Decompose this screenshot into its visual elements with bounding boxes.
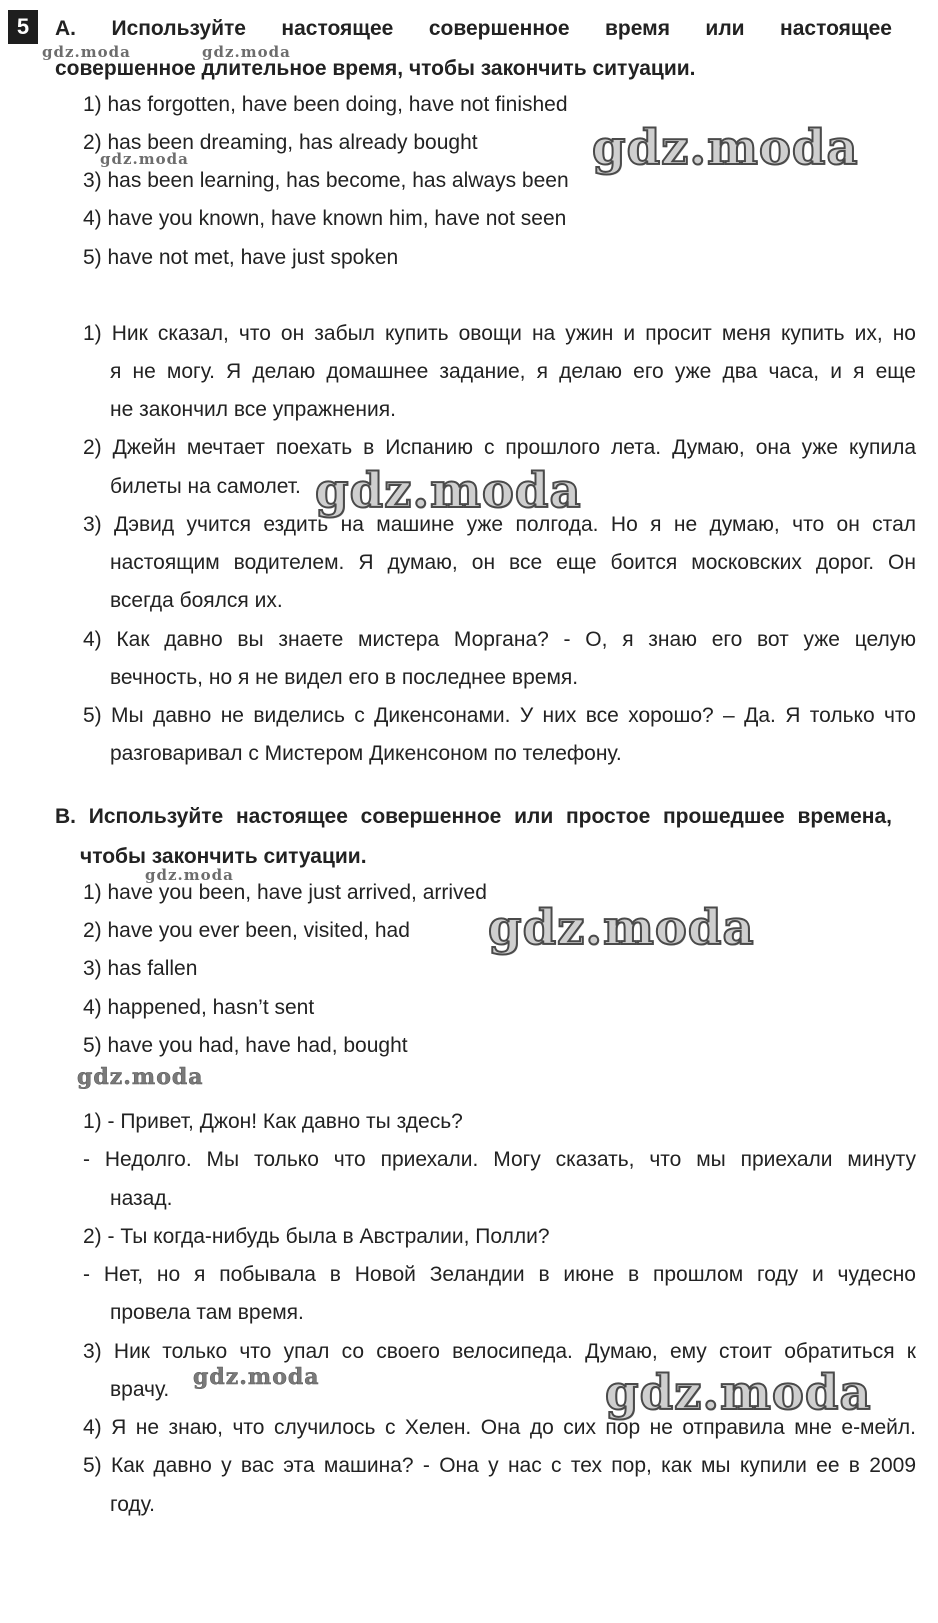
answer-line: 4) have you known, have known him, have not seen (83, 207, 567, 230)
part-a-heading-line2: совершенное длительное время, чтобы закончить ситуации. (55, 57, 696, 80)
answer-line: 3) has fallen (83, 957, 198, 980)
translation-line: не закончил все упражнения. (110, 398, 396, 421)
translation-line: 2) - Ты когда-нибудь была в Австралии, Полли? (83, 1225, 550, 1248)
watermark: gdz.moda (315, 463, 582, 519)
translation-line: 5) Мы давно не виделись с Дикенсонами. У них все хорошо? – Да. Я только что (83, 704, 916, 727)
translation-line: провела там время. (110, 1301, 304, 1324)
translation-line: назад. (110, 1187, 173, 1210)
watermark: gdz.moda (488, 900, 755, 956)
answer-line: 5) have you had, have had, bought (83, 1034, 408, 1057)
translation-line: 5) Как давно у вас эта машина? - Она у нас с тех пор, как мы купили ее в 2009 (83, 1454, 916, 1477)
answer-line: 2) has been dreaming, has already bought (83, 131, 478, 154)
exercise-number-badge: 5 (8, 10, 38, 44)
answer-line: 1) have you been, have just arrived, arrived (83, 881, 487, 904)
translation-line: 1) - Привет, Джон! Как давно ты здесь? (83, 1110, 463, 1133)
translation-line: 1) Ник сказал, что он забыл купить овощи на ужин и просит меня купить их, но (83, 322, 916, 345)
watermark: gdz.moda (145, 866, 234, 884)
translation-line: я не могу. Я делаю домашнее задание, я делаю его уже два часа, и я еще (110, 360, 916, 383)
translation-line: - Нет, но я побывала в Новой Зеландии в июне в прошлом году и чудесно (83, 1263, 916, 1286)
watermark: gdz.moda (202, 43, 291, 61)
translation-line: вечность, но я не видел его в последнее время. (110, 666, 579, 689)
translation-line: 4) Я не знаю, что случилось с Хелен. Она до сих пор не отправила мне е-мейл. (83, 1416, 916, 1439)
translation-line: врачу. (110, 1378, 170, 1401)
translation-line: 3) Ник только что упал со своего велосипеда. Думаю, ему стоит обратиться к (83, 1340, 916, 1363)
watermark: gdz.moda (42, 43, 131, 61)
translation-line: всегда боялся их. (110, 589, 283, 612)
part-b-heading-line1: B. Используйте настоящее совершенное или простое прошедшее времена, (55, 805, 892, 828)
watermark: gdz.moda (592, 120, 859, 176)
watermark: gdz.moda (193, 1364, 320, 1390)
translation-line: 2) Джейн мечтает поехать в Испанию с прошлого лета. Думаю, она уже купила (83, 436, 916, 459)
translation-line: 4) Как давно вы знаете мистера Моргана? - О, я знаю его вот уже целую (83, 628, 916, 651)
answer-line: 4) happened, hasn’t sent (83, 996, 315, 1019)
translation-line: настоящим водителем. Я думаю, он все еще боится московских дорог. Он (110, 551, 916, 574)
translation-line: году. (110, 1493, 155, 1516)
translation-line: 3) Дэвид учится ездить на машине уже полгода. Но я не думаю, что он стал (83, 513, 916, 536)
watermark: gdz.moda (605, 1365, 872, 1421)
part-b-heading-line2: чтобы закончить ситуации. (80, 845, 367, 868)
translation-line: разговаривал с Мистером Дикенсоном по телефону. (110, 742, 622, 765)
answer-line: 5) have not met, have just spoken (83, 246, 399, 269)
watermark: gdz.moda (100, 150, 189, 168)
answer-line: 1) has forgotten, have been doing, have not finished (83, 93, 568, 116)
translation-line: билеты на самолет. (110, 475, 301, 498)
answer-line: 2) have you ever been, visited, had (83, 919, 410, 942)
answer-line: 3) has been learning, has become, has always been (83, 169, 569, 192)
part-a-heading-line1: А. Используйте настоящее совершенное время или настоящее (55, 17, 892, 40)
translation-line: - Недолго. Мы только что приехали. Могу сказать, что мы приехали минуту (83, 1148, 916, 1171)
watermark: gdz.moda (77, 1064, 204, 1090)
